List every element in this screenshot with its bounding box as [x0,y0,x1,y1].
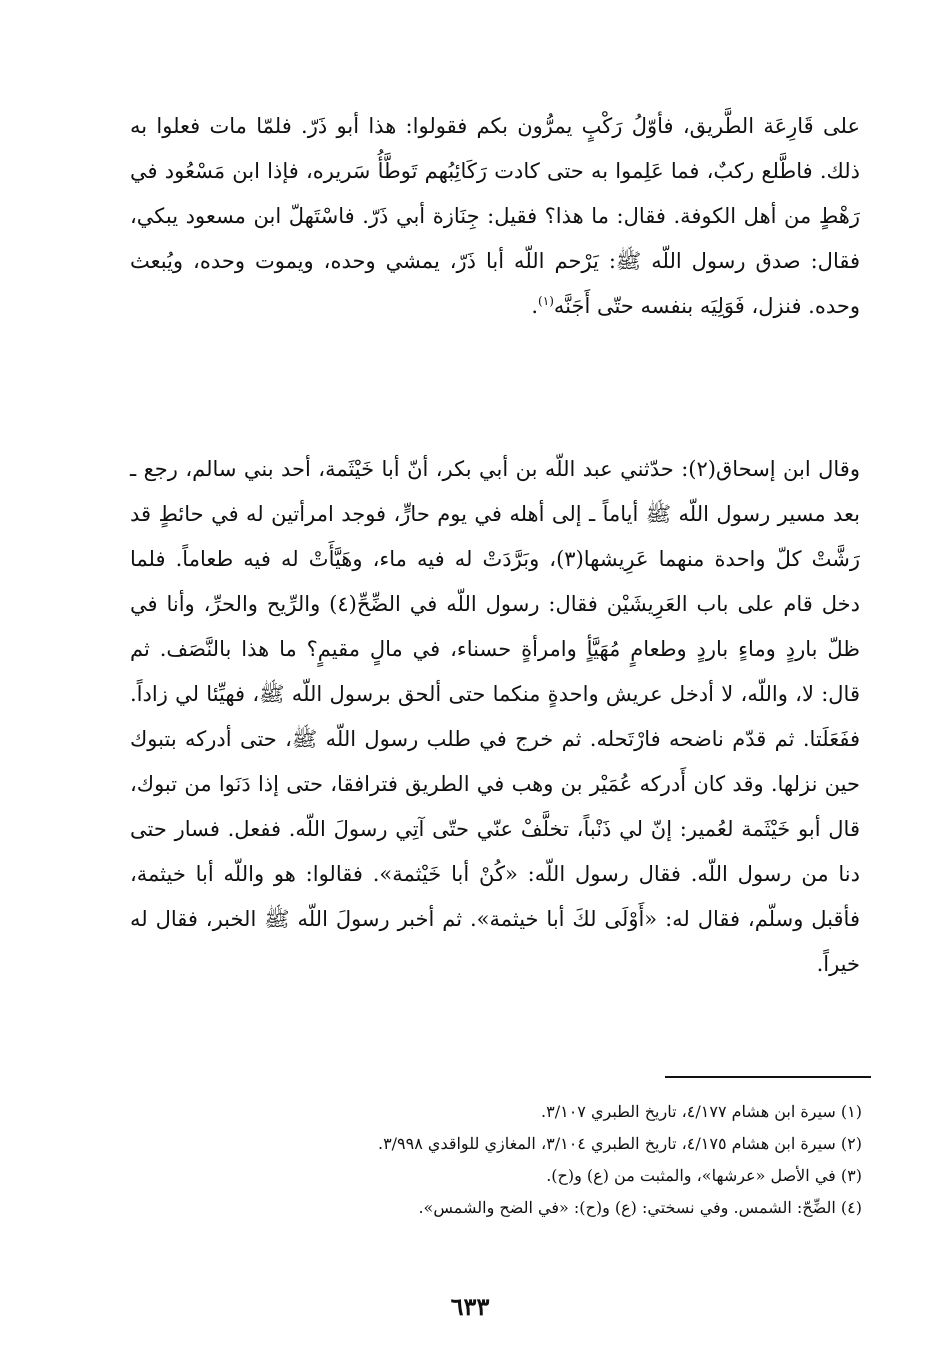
footnote-ref-1: (١) [538,294,554,308]
footnote-3: (٣) في الأصل «عرشها»، والمثبت من (ع) و(ح). [546,1166,862,1185]
footnote-divider [665,1076,871,1078]
page-number: ٦٣٣ [450,1292,490,1321]
paragraph-2 [130,447,860,987]
footnotes [150,1096,862,1224]
paragraph-1-text: على قَارِعَة الطَّريق، فأوّلُ رَكْبٍ يمرُّون بكم فقولوا: هذا أبو ذَرّ. فلمّا مات فعلوا به ذلك. فاطَّلع ركبٌ، فما عَلِموا به حتى كادت رَكَائِبُهم تَوطَّأُ سَريره، فإذا ابن مَسْعُود في رَهْطٍ من أهل الكوفة. فقال: ما هذا؟ فقيل: جِنَازة أبي ذَرّ. فاسْتَهلّ ابن مسعود يبكي، فقال: صدق رسول اللّه ﷺ: يَرْحم اللّه أبا ذَرّ، يمشي وحده، ويموت وحده، ويُبعث وحده. فنزل، فَوَلِيَه بنفسه حتّى أَجَنَّه [130,114,860,318]
footnote-1: (١) سيرة ابن هشام ٤/١٧٧، تاريخ الطبري ٣/١٠٧. [541,1102,862,1121]
footnote-2: (٢) سيرة ابن هشام ٤/١٧٥، تاريخ الطبري ٣/١٠٤، المغازي للواقدي ٣/٩٩٨. [377,1134,862,1153]
paragraph-2-text: وقال ابن إسحاق(٢): حدّثني عبد اللّه بن أبي بكر، أنّ أبا خَيْثَمة، أحد بني سالم، رجع ـ بعد مسير رسول اللّه ﷺ أياماً ـ إلى أهله في يوم حارٍّ، فوجد امرأتين له في حائطٍ قد رَشَّتْ كلّ واحدة منهما عَرِيشها(٣)، وبَرَّدَتْ له فيه ماء، وهَيَّأَتْ له فيه طعاماً. فلما دخل قام على باب العَرِيشَيْن فقال: رسول اللّه في الضِّحِّ(٤) والرِّيح والحرِّ، وأنا في ظلّ باردٍ وماءٍ باردٍ وطعامٍ مُهَيَّأٍ وامرأةٍ حسناء، في مالٍ مقيمٍ؟ ما هذا بالنَّصَف. ثم قال: لا، واللّه، لا أدخل عريش واحدةٍ منكما حتى ألحق برسول اللّه ﷺ، فهيِّئا لي زاداً. ففَعَلَتا. ثم قدّم ناضحه فارْتَحله. ثم خرج في طلب رسول اللّه ﷺ، حتى أدركه بتبوك حين نزلها. وقد كان أَدركه عُمَيْر بن وهب في الطريق فترافقا، حتى إذا دَنَوا من تبوك، قال أبو خَيْثَمة لعُمير: إنّ لي ذَنْباً، تخلَّفْ عنّي حتّى آتِي رسولَ اللّه. ففعل. فسار حتى دنا من رسول اللّه. فقال رسول اللّه: «كُنْ أبا خَيْثمة». فقالوا: هو واللّه أبا خيثمة، فأقبل وسلّم، فقال له: «أَوْلَى لكَ أبا خيثمة». ثم أخبر رسولَ اللّه ﷺ الخبر، فقال له خيراً. [130,457,860,976]
paragraph-1-end: . [531,294,539,318]
footnote-4: (٤) الضِّحّ: الشمس. وفي نسختي: (ع) و(ح): «في الضح والشمس». [418,1198,862,1217]
paragraph-1 [130,104,860,329]
